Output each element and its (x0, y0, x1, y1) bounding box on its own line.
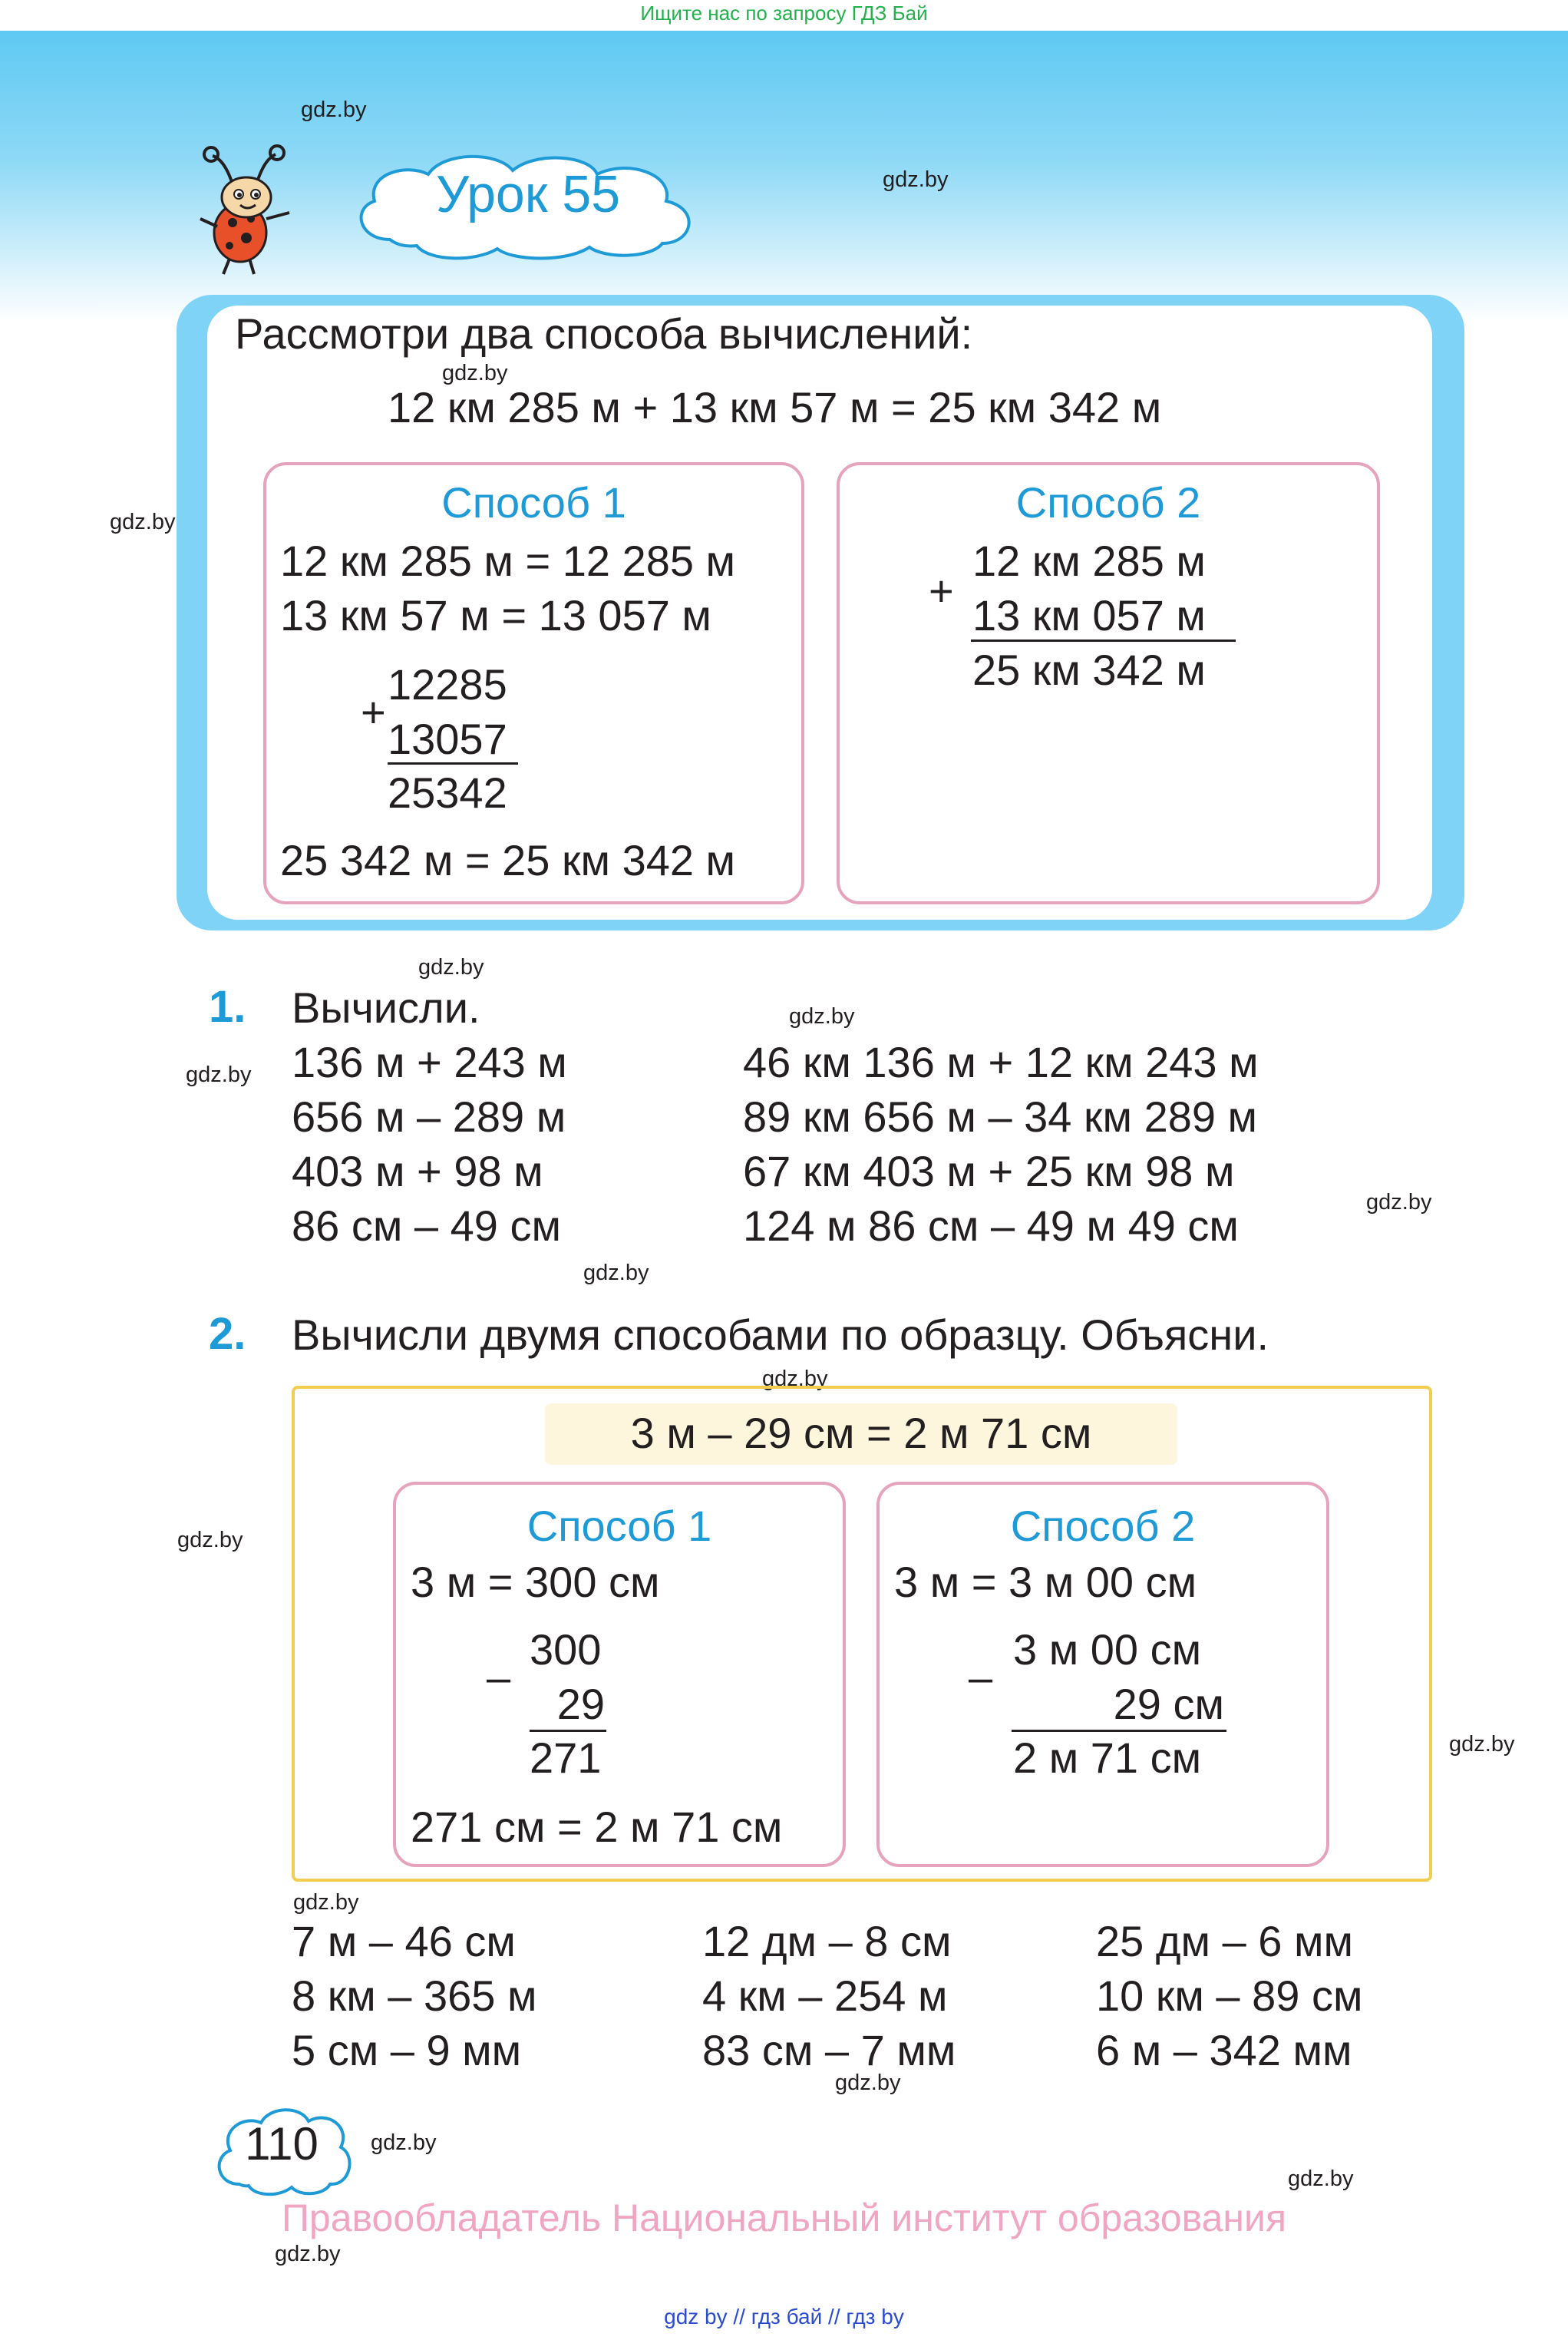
watermark: gdz.by (1366, 1190, 1432, 1215)
column-number: 29 (556, 1680, 605, 1728)
lesson-title: Урок 55 (435, 165, 621, 223)
watermark: gdz.by (418, 955, 484, 980)
watermark: gdz.by (293, 1890, 359, 1915)
task1-expression: 403 м + 98 м (292, 1147, 543, 1195)
task2-exercise: 12 дм – 8 см (702, 1917, 952, 1965)
task2-method2-line: 3 м = 3 м 00 см (894, 1558, 1197, 1606)
column-sum: 25 км 342 м (972, 646, 1206, 694)
task2-title: Вычисли двумя способами по образцу. Объясни. (292, 1310, 1269, 1359)
column-value: 29 см (1113, 1680, 1224, 1728)
task1-expression: 136 м + 243 м (292, 1038, 567, 1086)
watermark: gdz.by (371, 2130, 437, 2155)
column-value: 12 км 285 м (972, 537, 1206, 585)
column-value: 3 м 00 см (1013, 1625, 1202, 1674)
task2-method1-line: 3 м = 300 см (411, 1558, 660, 1606)
minus-sign: – (487, 1653, 511, 1701)
task1-expression: 656 м – 289 м (292, 1092, 566, 1141)
column-sum: 25342 (388, 768, 507, 817)
task2-exercise: 83 см – 7 мм (702, 2026, 956, 2074)
copyright-note: Правообладатель Национальный институт образования (281, 2196, 1287, 2239)
watermark: gdz.by (883, 167, 949, 192)
watermark: gdz.by (1449, 1732, 1515, 1757)
task2-exercise: 6 м – 342 мм (1096, 2026, 1352, 2074)
column-rule (971, 640, 1236, 642)
example-method1-line: 12 км 285 м = 12 285 м (280, 537, 736, 585)
watermark: gdz.by (177, 1528, 243, 1552)
task2-method1-result: 271 см = 2 м 71 см (411, 1803, 783, 1851)
watermark: gdz.by (301, 98, 367, 122)
sample-equation: 3 м – 29 см = 2 м 71 см (630, 1409, 1092, 1457)
task2-exercise: 10 км – 89 см (1096, 1971, 1363, 2020)
ladybug-icon (196, 142, 303, 276)
task2-number: 2. (209, 1309, 246, 1359)
task2-exercise: 4 км – 254 м (702, 1971, 948, 2020)
task2-exercise: 7 м – 46 см (292, 1917, 516, 1965)
example-method1-line: 13 км 57 м = 13 057 м (280, 591, 711, 640)
column-difference: 2 м 71 см (1013, 1734, 1202, 1782)
task2-exercise: 25 дм – 6 мм (1096, 1917, 1353, 1965)
task2-method1-title: Способ 1 (527, 1502, 712, 1550)
task2-exercise: 5 см – 9 мм (292, 2026, 522, 2074)
top-note[interactable]: Ищите нас по запросу ГДЗ Бай (640, 2, 928, 25)
watermark: gdz.by (789, 1004, 855, 1029)
task1-expression: 67 км 403 м + 25 км 98 м (743, 1147, 1235, 1195)
column-number: 300 (530, 1625, 602, 1674)
column-value: 13 км 057 м (972, 591, 1206, 640)
page-number: 110 (245, 2118, 319, 2170)
watermark: gdz.by (275, 2242, 341, 2266)
task2-exercise: 8 км – 365 м (292, 1971, 537, 2020)
task1-expression: 89 км 656 м – 34 км 289 м (743, 1092, 1258, 1141)
bottom-links[interactable]: gdz by // гдз бай // гдз by (664, 2305, 904, 2328)
watermark: gdz.by (110, 510, 176, 534)
column-rule (388, 762, 518, 765)
task1-title: Вычисли. (292, 983, 480, 1032)
watermark: gdz.by (583, 1261, 649, 1285)
watermark: gdz.by (762, 1367, 828, 1391)
example-method2-title: Способ 2 (1015, 478, 1201, 527)
watermark: gdz.by (442, 361, 508, 385)
example-intro: Рассмотри два способа вычислений: (235, 309, 973, 358)
watermark: gdz.by (186, 1063, 252, 1087)
task2-method2-title: Способ 2 (1010, 1502, 1196, 1550)
example-equation: 12 км 285 м + 13 км 57 м = 25 км 342 м (388, 383, 1162, 431)
example-method1-result: 25 342 м = 25 км 342 м (280, 836, 736, 884)
watermark: gdz.by (1288, 2166, 1354, 2191)
column-difference: 271 (530, 1734, 602, 1782)
plus-sign: + (361, 688, 386, 736)
column-number: 12285 (388, 660, 507, 709)
task1-number: 1. (209, 982, 246, 1032)
example-method1-title: Способ 1 (441, 478, 626, 527)
watermark: gdz.by (835, 2071, 901, 2095)
plus-sign: + (929, 567, 954, 615)
task1-expression: 124 м 86 см – 49 м 49 см (743, 1201, 1239, 1250)
task1-expression: 46 км 136 м + 12 км 243 м (743, 1038, 1259, 1086)
minus-sign: – (969, 1653, 993, 1701)
task1-expression: 86 см – 49 см (292, 1201, 561, 1250)
column-number: 13057 (388, 715, 507, 763)
